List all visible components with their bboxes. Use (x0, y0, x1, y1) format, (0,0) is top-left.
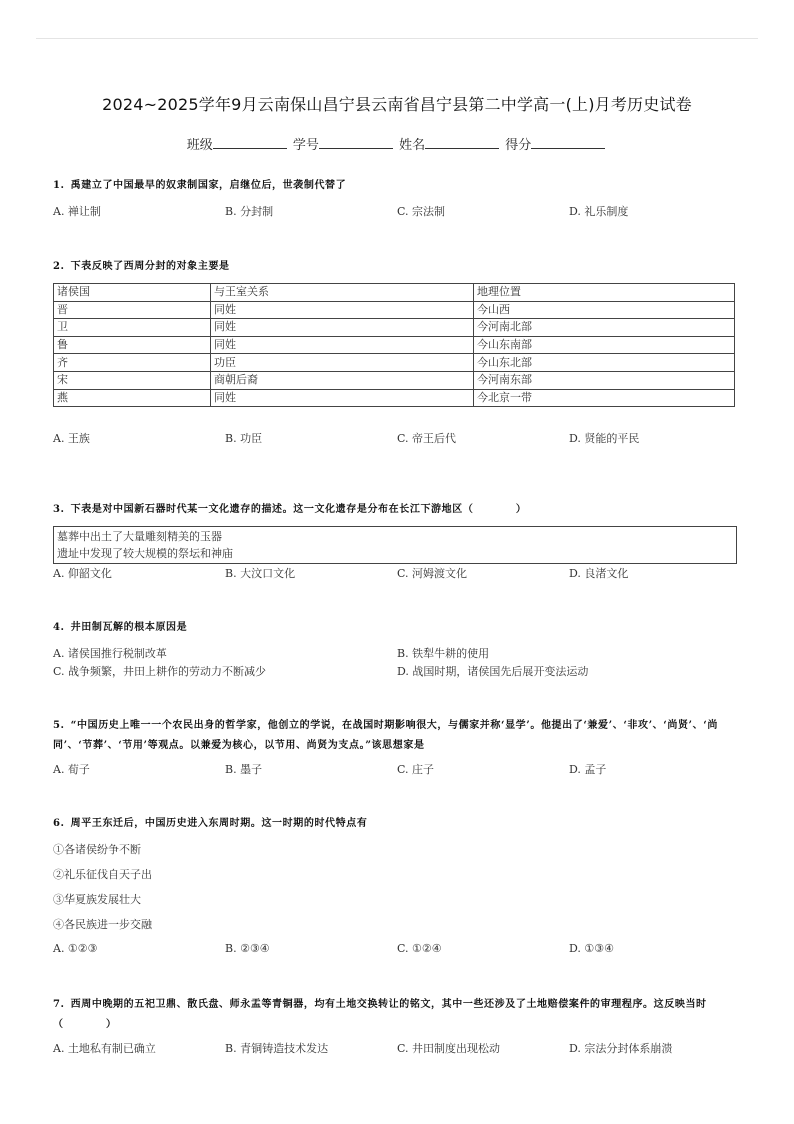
question-stem: 5. “中国历史上唯一一个农民出身的哲学家，他创立的学说，在战国时期影响很大，与儒家并称‘显学’。他提出了‘兼爱’、‘非攻’、‘尚贤’、‘尚同’、‘节葬’、‘节用’等观点。以兼爱为核心，以节用、尚贤为支点。”该思想家是 (53, 720, 718, 751)
description-line: 遗址中发现了较大规模的祭坛和神庙 (57, 547, 233, 560)
header-rule (36, 38, 758, 39)
option-b[interactable]: B. 铁犁牛耕的使用 (397, 647, 490, 660)
question-7 (53, 995, 743, 1059)
question-stem: 6. 周平王东迁后，中国历史进入东周时期。这一时期的时代特点有 (53, 818, 368, 829)
name-label: 姓名 (399, 138, 426, 153)
page-title: 2024~2025学年9月云南保山昌宁县云南省昌宁县第二中学高一(上)月考历史试卷 (102, 95, 692, 114)
table-cell: 今山东北部 (474, 354, 735, 372)
name-blank[interactable] (425, 136, 499, 149)
option-d[interactable]: D. 良渚文化 (569, 567, 629, 580)
table-cell: 鲁 (54, 336, 211, 354)
question-1 (53, 176, 743, 222)
question-6 (53, 814, 743, 959)
options-row (53, 939, 743, 959)
description-line: 墓葬中出土了大量雕刻精美的玉器 (57, 530, 222, 543)
question-5 (53, 716, 743, 780)
question-4 (53, 618, 743, 682)
option-b[interactable]: B. 墨子 (225, 763, 263, 776)
option-d[interactable]: D. 贤能的平民 (569, 432, 640, 446)
option-b[interactable]: B. 功臣 (225, 432, 263, 446)
option-a[interactable]: A. 禅让制 (53, 205, 101, 218)
class-label: 班级 (186, 138, 213, 153)
table-header-cell: 诸侯国 (54, 284, 211, 302)
table-cell: 今山东南部 (474, 336, 735, 354)
option-d[interactable]: D. 宗法分封体系崩溃 (569, 1042, 673, 1055)
question-stem: 1. 禹建立了中国最早的奴隶制国家，启继位后，世袭制代替了 (53, 180, 347, 191)
options-row (53, 429, 743, 449)
question-stem: 4. 井田制瓦解的根本原因是 (53, 622, 188, 633)
table-cell: 同姓 (211, 319, 474, 337)
statement-item: ①各诸侯纷争不断 (53, 843, 141, 856)
option-d[interactable]: D. ①③④ (569, 942, 615, 955)
table-cell: 同姓 (211, 301, 474, 319)
table-row (54, 336, 735, 354)
option-a[interactable]: A. 荀子 (53, 763, 90, 776)
score-blank[interactable] (531, 136, 605, 149)
vassal-table (53, 283, 735, 407)
options-row (53, 202, 743, 222)
option-c[interactable]: C. 井田制度出现松动 (397, 1042, 501, 1055)
option-a[interactable]: A. 诸侯国推行税制改革 (53, 647, 167, 660)
table-cell: 今山西 (474, 301, 735, 319)
class-blank[interactable] (213, 136, 287, 149)
table-row (54, 301, 735, 319)
question-stem: 7. 西周中晚期的五祀卫鼎、散氏盘、师永盂等青铜器，均有土地交换转让的铭文，其中一些还涉及了土地赔偿案件的审理程序。这反映当时（ ） (53, 999, 707, 1030)
options-row (53, 1039, 743, 1059)
option-d[interactable]: D. 战国时期，诸侯国先后展开变法运动 (397, 665, 589, 678)
option-c[interactable]: C. 河姆渡文化 (397, 567, 468, 580)
option-c[interactable]: C. ①②④ (397, 942, 442, 955)
table-cell: 燕 (54, 389, 211, 407)
options-row (53, 564, 743, 584)
table-cell: 齐 (54, 354, 211, 372)
question-3 (53, 500, 743, 584)
question-stem: 3. 下表是对中国新石器时代某一文化遗存的描述。这一文化遗存是分布在长江下游地区（ ） (53, 504, 527, 515)
table-cell: 功臣 (211, 354, 474, 372)
table-row (54, 354, 735, 372)
option-b[interactable]: B. 分封制 (225, 205, 274, 218)
table-cell: 晋 (54, 301, 211, 319)
table-cell: 同姓 (211, 336, 474, 354)
table-cell: 宋 (54, 371, 211, 389)
option-d[interactable]: D. 孟子 (569, 763, 607, 776)
option-c[interactable]: C. 战争频繁，井田上耕作的劳动力不断减少 (53, 665, 267, 678)
question-2 (53, 257, 743, 449)
table-cell: 卫 (54, 319, 211, 337)
statement-item: ③华夏族发展壮大 (53, 893, 141, 906)
option-a[interactable]: A. 土地私有制已确立 (53, 1042, 156, 1055)
statement-item: ④各民族进一步交融 (53, 918, 152, 931)
table-row (54, 319, 735, 337)
table-cell: 今北京一带 (474, 389, 735, 407)
options-row (53, 644, 743, 664)
table-cell: 商朝后裔 (211, 371, 474, 389)
option-a[interactable]: A. ①②③ (53, 942, 98, 955)
description-box (53, 526, 737, 564)
id-label: 学号 (292, 138, 319, 153)
option-c[interactable]: C. 宗法制 (397, 205, 446, 218)
student-info-row (0, 134, 794, 153)
table-row (54, 371, 735, 389)
question-stem: 2. 下表反映了西周分封的对象主要是 (53, 261, 230, 272)
score-label: 得分 (505, 138, 532, 153)
table-cell: 今河南北部 (474, 319, 735, 337)
table-cell: 今河南东部 (474, 371, 735, 389)
table-header-cell: 与王室关系 (211, 284, 474, 302)
statement-item: ②礼乐征伐自天子出 (53, 868, 152, 881)
option-a[interactable]: A. 仰韶文化 (53, 567, 112, 580)
id-blank[interactable] (319, 136, 393, 149)
options-row (53, 662, 743, 682)
option-b[interactable]: B. 青铜铸造技术发达 (225, 1042, 329, 1055)
option-b[interactable]: B. ②③④ (225, 942, 270, 955)
table-cell: 同姓 (211, 389, 474, 407)
option-c[interactable]: C. 帝王后代 (397, 432, 457, 446)
options-row (53, 760, 743, 780)
option-c[interactable]: C. 庄子 (397, 763, 435, 776)
option-d[interactable]: D. 礼乐制度 (569, 205, 629, 218)
option-b[interactable]: B. 大汶口文化 (225, 567, 296, 580)
table-header-row (54, 284, 735, 302)
table-row (54, 389, 735, 407)
option-a[interactable]: A. 王族 (53, 432, 90, 446)
table-header-cell: 地理位置 (474, 284, 735, 302)
